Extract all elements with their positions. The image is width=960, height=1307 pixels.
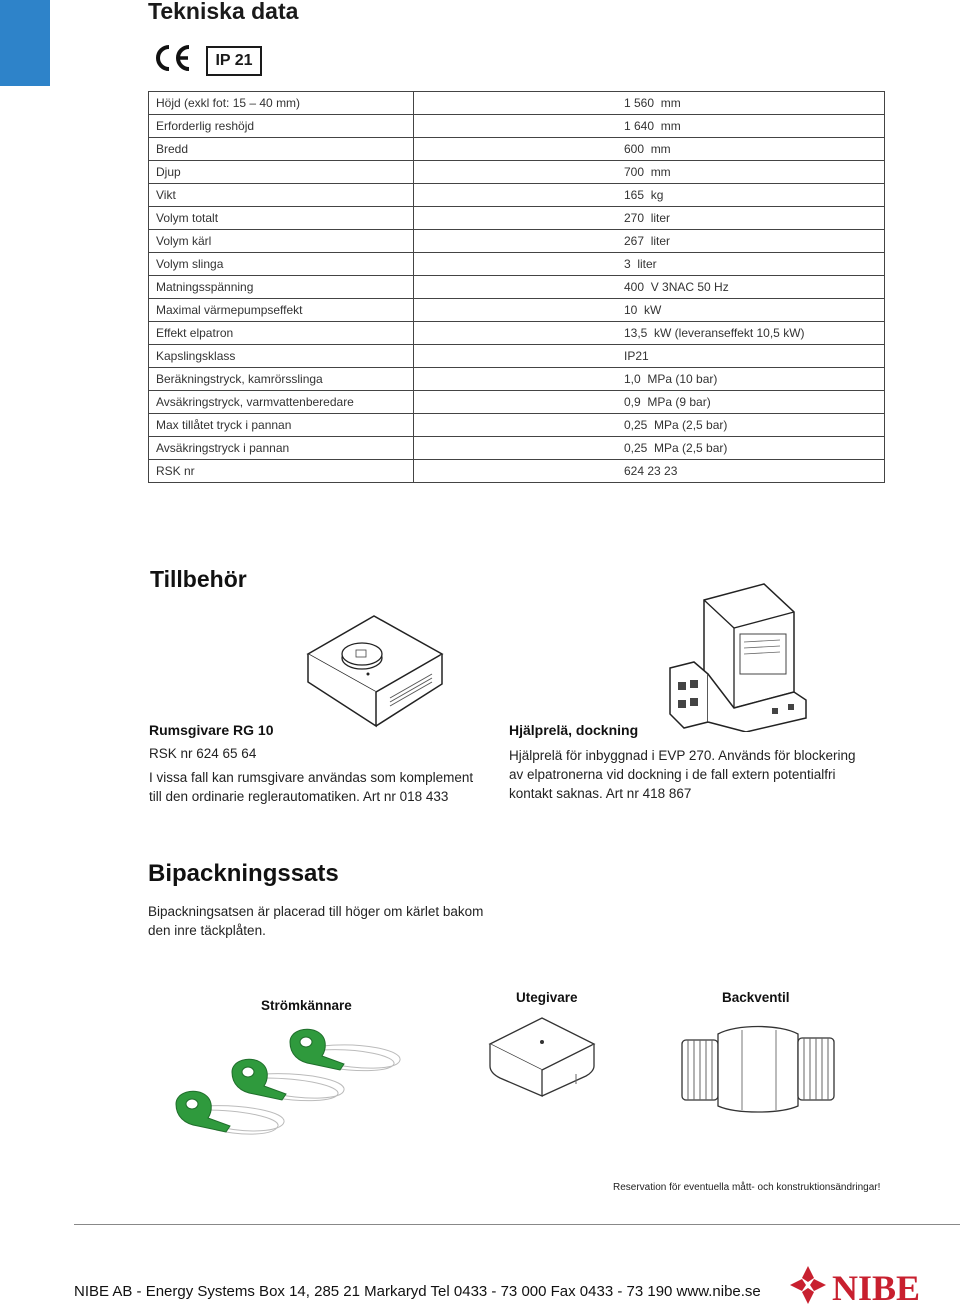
spec-value: 267 liter: [414, 230, 885, 253]
spec-value: 0,25 MPa (2,5 bar): [414, 414, 885, 437]
spec-row: [149, 92, 885, 115]
spec-value: 10 kW: [414, 299, 885, 322]
spec-row: [149, 437, 885, 460]
spec-label: Avsäkringstryck i pannan: [149, 437, 414, 460]
kit-text: Bipackningsatsen är placerad till höger om kärlet bakom den inre täckplåten.: [148, 904, 484, 938]
spec-row: [149, 230, 885, 253]
blue-corner-tab: [0, 0, 50, 86]
room-sensor-rsk: RSK nr 624 65 64: [149, 746, 257, 761]
spec-row: [149, 345, 885, 368]
spec-row: [149, 161, 885, 184]
spec-label: Volym slinga: [149, 253, 414, 276]
spec-label: Effekt elpatron: [149, 322, 414, 345]
spec-value: 600 mm: [414, 138, 885, 161]
spec-value: 624 23 23: [414, 460, 885, 483]
spec-value: 400 V 3NAC 50 Hz: [414, 276, 885, 299]
spec-row: [149, 207, 885, 230]
spec-label: Höjd (exkl fot: 15 – 40 mm): [149, 92, 414, 115]
relay-title: Hjälprelä, dockning: [509, 722, 639, 738]
room-sensor-text: I vissa fall kan rumsgivare användas som komplement till den ordinarie reglerautomatiken. Art nr 018 433: [149, 770, 474, 804]
kit-heading: Bipackningssats: [148, 860, 339, 887]
spec-value: 270 liter: [414, 207, 885, 230]
spec-table: [148, 91, 885, 483]
nibe-logo: [788, 1264, 960, 1307]
reservation-note: Reservation för eventuella mått- och konstruktionsändringar!: [613, 1182, 881, 1193]
spec-row: [149, 414, 885, 437]
spec-row: [149, 299, 885, 322]
check-valve-illustration: [680, 1020, 836, 1114]
spec-row: [149, 184, 885, 207]
spec-value: 700 mm: [414, 161, 885, 184]
spec-label: Max tillåtet tryck i pannan: [149, 414, 414, 437]
relay-text: Hjälprelä för inbyggnad i EVP 270. Används för blockering av elpatronerna vid dockning i de fall extern potentialfri kontakt saknas. Art nr 418 867: [509, 748, 856, 801]
spec-label: Avsäkringstryck, varmvattenberedare: [149, 391, 414, 414]
spec-table-body: [149, 92, 885, 483]
footer-contact: NIBE AB - Energy Systems Box 14, 285 21 Markaryd Tel 0433 - 73 000 Fax 0433 - 73 190 www.nibe.se: [74, 1283, 761, 1300]
spec-value: 1,0 MPa (10 bar): [414, 368, 885, 391]
spec-label: Maximal värmepumpseffekt: [149, 299, 414, 322]
spec-label: Kapslingsklass: [149, 345, 414, 368]
spec-label: Matningsspänning: [149, 276, 414, 299]
room-sensor-title: Rumsgivare RG 10: [149, 722, 274, 738]
spec-value: 3 liter: [414, 253, 885, 276]
spec-label: Vikt: [149, 184, 414, 207]
spec-row: [149, 138, 885, 161]
spec-row: [149, 276, 885, 299]
room-sensor-illustration: [304, 614, 446, 730]
ce-mark-icon: [152, 42, 192, 74]
spec-label: Volym totalt: [149, 207, 414, 230]
spec-row: [149, 460, 885, 483]
current-sensor-illustration: [172, 1024, 412, 1148]
spec-value: 13,5 kW (leveranseffekt 10,5 kW): [414, 322, 885, 345]
spec-row: [149, 391, 885, 414]
spec-label: Djup: [149, 161, 414, 184]
page-title: Tekniska data: [148, 0, 299, 24]
spec-value: IP21: [414, 345, 885, 368]
spec-value: 0,9 MPa (9 bar): [414, 391, 885, 414]
spec-row: [149, 322, 885, 345]
spec-row: [149, 368, 885, 391]
kit-item-outdoor-sensor: Utegivare: [516, 990, 578, 1005]
svg-text:NIBE: NIBE: [832, 1268, 921, 1307]
spec-row: [149, 253, 885, 276]
spec-label: Beräkningstryck, kamrörsslinga: [149, 368, 414, 391]
spec-value: 1 560 mm: [414, 92, 885, 115]
spec-label: RSK nr: [149, 460, 414, 483]
spec-value: 1 640 mm: [414, 115, 885, 138]
footer-divider: [74, 1224, 960, 1225]
spec-label: Volym kärl: [149, 230, 414, 253]
spec-label: Erforderlig reshöjd: [149, 115, 414, 138]
outdoor-sensor-illustration: [486, 1014, 598, 1100]
nibe-logo-mark-icon: [790, 1266, 826, 1304]
spec-row: [149, 115, 885, 138]
relay-illustration: [668, 582, 814, 732]
kit-item-check-valve: Backventil: [722, 990, 790, 1005]
ip-class-badge: IP 21: [206, 46, 262, 76]
kit-item-current-sensor: Strömkännare: [261, 998, 352, 1013]
spec-value: 165 kg: [414, 184, 885, 207]
accessories-heading: Tillbehör: [150, 566, 247, 592]
spec-value: 0,25 MPa (2,5 bar): [414, 437, 885, 460]
spec-label: Bredd: [149, 138, 414, 161]
